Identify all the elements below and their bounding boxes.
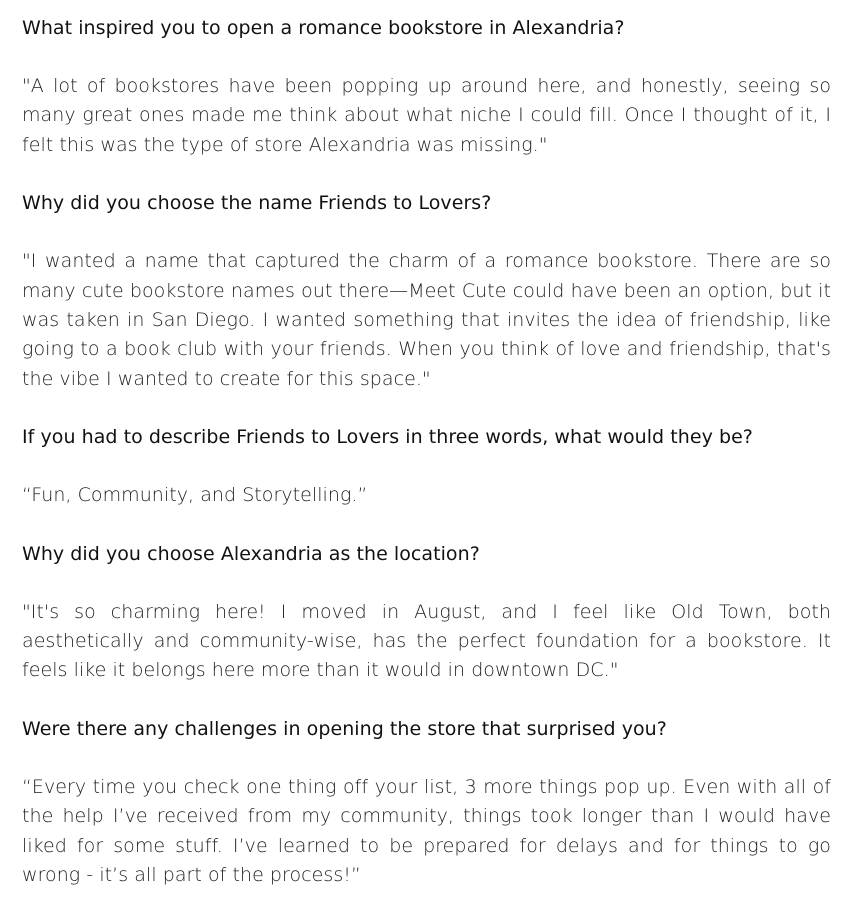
qa-item-three-words <box>22 423 831 510</box>
qa-item-challenges <box>22 715 831 891</box>
answer-paragraph: “Fun, Community, and Storytelling.” <box>22 484 368 507</box>
question-heading: Why did you choose Alexandria as the location? <box>22 542 480 565</box>
question-heading: Were there any challenges in opening the store that surprised you? <box>22 717 667 740</box>
qa-item-location <box>22 540 831 686</box>
answer-paragraph: "It's so charming here! I moved in August, and I feel like Old Town, both aesthetically and community-wise, has the perfect foundation for a bookstore. It feels like it belongs here more than it would in downtown DC." <box>22 600 831 682</box>
question-heading: What inspired you to open a romance bookstore in Alexandria? <box>22 17 625 39</box>
answer-paragraph: "I wanted a name that captured the charm of a romance bookstore. There are so many cute bookstore names out there—Meet Cute could have been an option, but it was taken in San Diego. I wanted something that invites the idea of friendship, like going to a book club with your friends. When you think of love and friendship, that's the vibe I wanted to create for this space." <box>22 250 831 390</box>
question-heading: Why did you choose the name Friends to Lovers? <box>22 192 492 215</box>
answer-paragraph: “Every time you check one thing off your list, 3 more things pop up. Even with all of the help I’ve received from my community, things took longer than I would have liked for some stuff. I’ve learned to be prepared for delays and for things to go wrong - it’s all part of the process!” <box>22 775 831 887</box>
answer-paragraph: "A lot of bookstores have been popping up around here, and honestly, seeing so many great ones made me think about what niche I could fill. Once I thought of it, I felt this was the type of store Alexandria was missing." <box>22 75 831 156</box>
interview-article <box>22 14 831 891</box>
qa-item-store-name <box>22 189 831 394</box>
question-heading: If you had to describe Friends to Lovers in three words, what would they be? <box>22 426 753 449</box>
qa-item-inspiration <box>22 14 831 160</box>
